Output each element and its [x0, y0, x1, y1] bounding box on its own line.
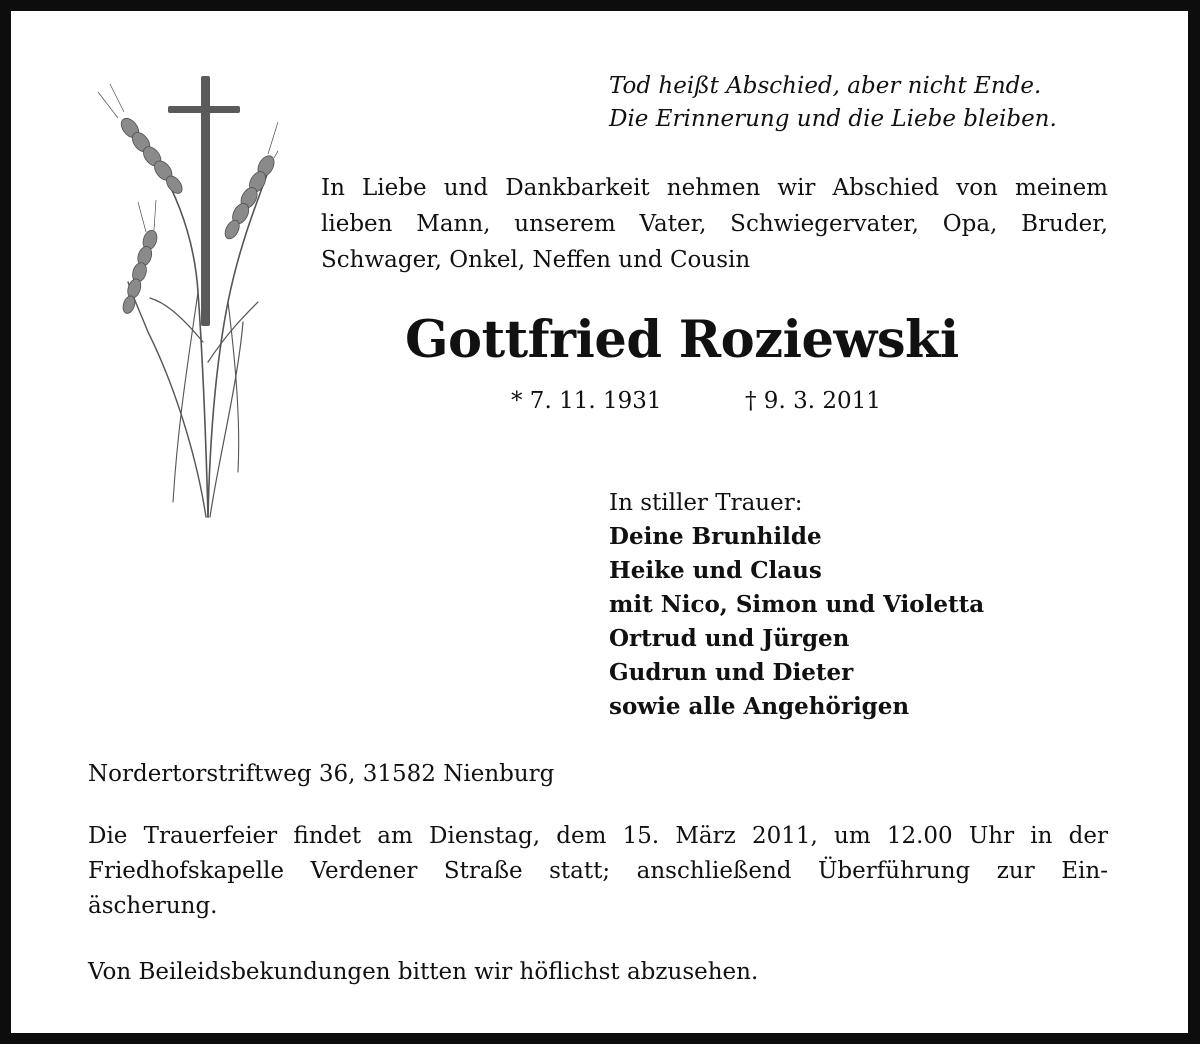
mourner-name: Ortrud und Jürgen [609, 625, 850, 652]
death-date: † 9. 3. 2011 [745, 388, 881, 414]
ceremony-details [88, 819, 1108, 924]
intro-line: Schwager, Onkel, Neffen und Cousin [321, 247, 751, 273]
deceased-name: Gottfried Roziewski [405, 310, 959, 370]
intro-line: In Liebe und Dankbarkeit nehmen wir Abschied von meinem [321, 175, 1108, 201]
mourner-name: Heike und Claus [609, 557, 822, 584]
quote-line: Die Erinnerung und die Liebe bleiben. [609, 106, 1057, 132]
birth-date: * 7. 11. 1931 [511, 388, 662, 414]
mourner-name: mit Nico, Simon und Violetta [609, 591, 985, 618]
mourner-name: Deine Brunhilde [609, 523, 822, 550]
epitaph-quote [609, 70, 1057, 136]
family-address: Nordertorstriftweg 36, 31582 Nienburg [88, 761, 555, 787]
quote-line: Tod heißt Abschied, aber nicht Ende. [609, 73, 1042, 99]
condolence-note: Von Beileidsbekundungen bitten wir höflichst abzusehen. [88, 959, 759, 985]
mourner-name: Gudrun und Dieter [609, 659, 854, 686]
cross-with-wheat-icon [78, 62, 278, 522]
mourners-heading: In stiller Trauer: [609, 490, 803, 516]
ceremony-line: äscherung. [88, 893, 218, 919]
ceremony-line: Friedhofskapelle Verdener Straße statt; anschließend Überführung zur Ein- [88, 858, 1108, 884]
intro-line: lieben Mann, unserem Vater, Schwiegervater, Opa, Bruder, [321, 211, 1108, 237]
mourner-name: sowie alle Angehörigen [609, 693, 910, 720]
farewell-intro [321, 170, 1108, 278]
ceremony-line: Die Trauerfeier findet am Dienstag, dem 15. März 2011, um 12.00 Uhr in der [88, 823, 1108, 849]
mourners-list [609, 486, 984, 724]
